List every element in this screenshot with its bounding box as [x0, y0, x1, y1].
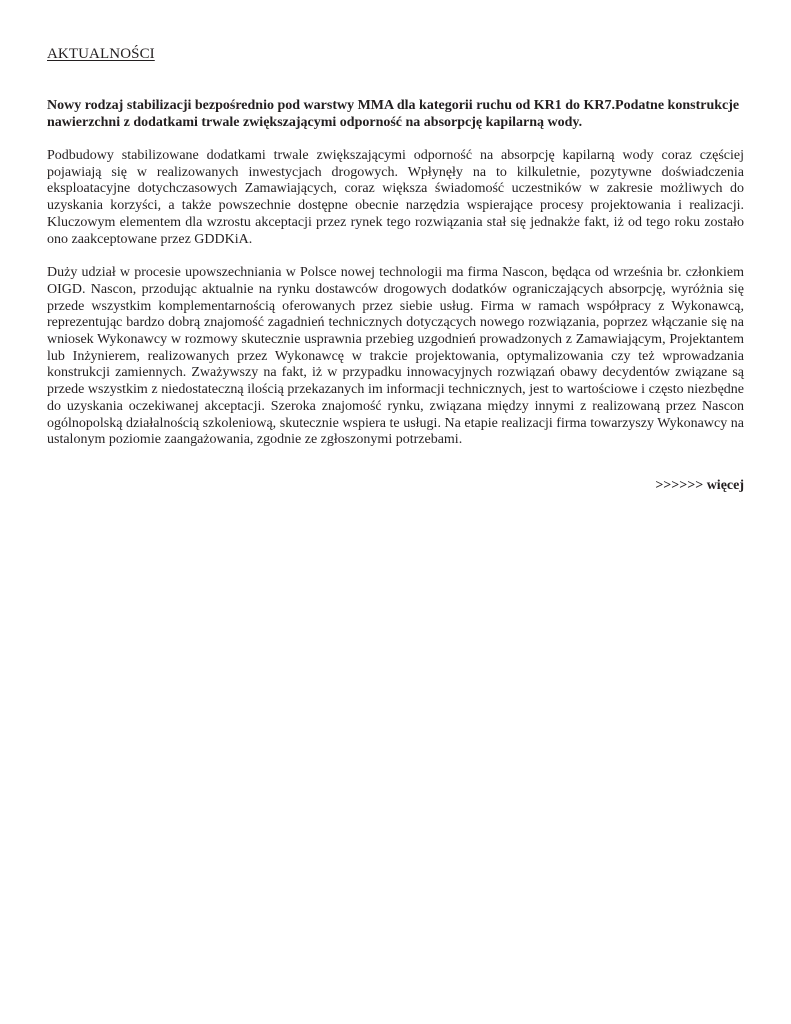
news-page: [47, 44, 744, 494]
more-link[interactable]: >>>>>> więcej: [655, 477, 744, 493]
article-paragraph-2: Duży udział w procesie upowszechniania w Polsce nowej technologii ma firma Nascon, będąca od września br. członkiem OIGD. Nascon, przodując aktualnie na rynku dostawców drogowych dodatków ograniczających absorpcję, wyróżnia się przede wszystkim komplementarnością oferowanych przez siebie usług. Firma w ramach współpracy z Wykonawcą, reprezentując bardzo dobrą znajomość zagadnień technicznych dotyczących nowego rozwiązania, poprzez włączanie się na wniosek Wykonawcy w rozmowy skutecznie usprawnia przebieg uzgodnień prowadzonych z Zamawiającym, Projektantem lub Inżynierem, realizowanych przez Wykonawcę w trakcie projektowania, optymalizowania czy też wprowadzania konstrukcji zamiennych. Zważywszy na fakt, iż w przypadku innowacyjnych rozwiązań obawy decydentów związane są przede wszystkim z niedostateczną ilością przekazanych im informacji technicznych, jest to wartościowe i często niezbędne do uzyskania oczekiwanej akceptacji. Szeroka znajomość rynku, związana między innymi z realizowaną przez Nascon ogólnopolską działalnością szkoleniową, skutecznie wspiera te usługi. Na etapie realizacji firma towarzyszy Wykonawcy na ustalonym poziomie zaangażowania, zgodnie ze zgłoszonymi potrzebami.: [47, 265, 744, 448]
more-link-row: [47, 477, 744, 494]
section-title: AKTUALNOŚCI: [47, 46, 155, 62]
article-paragraph-1: Podbudowy stabilizowane dodatkami trwale zwiększającymi odporność na absorpcję kapilarną wody coraz częściej pojawiają się w realizowanych inwestycjach drogowych. Wpłynęły na to kilkuletnie, pozytywne doświadczenia eksploatacyjne dotychczasowych Zamawiających, coraz większa świadomość uczestników w zakresie możliwych do uzyskania korzyści, a także powszechnie dostępne obecnie narzędzia wspierające procesy projektowania i realizacji. Kluczowym elementem dla wzrostu akceptacji przez rynek tego rozwiązania stał się jednakże fakt, iż od tego roku zostało ono zaakceptowane przez GDDKiA.: [47, 148, 744, 247]
article-headline: Nowy rodzaj stabilizacji bezpośrednio pod warstwy MMA dla kategorii ruchu od KR1 do KR7.Podatne konstrukcje nawierzchni z dodatkami trwale zwiększającymi odporność na absorpcję kapilarną wody.: [47, 98, 740, 130]
